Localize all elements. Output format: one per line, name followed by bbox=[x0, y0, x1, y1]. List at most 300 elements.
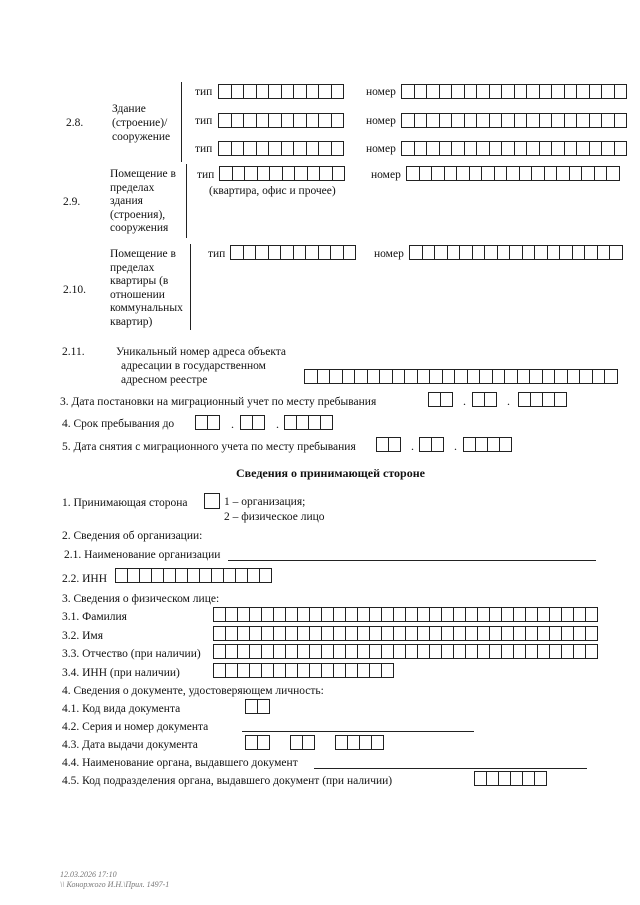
input-cell[interactable] bbox=[420, 437, 432, 452]
input-cell[interactable] bbox=[233, 166, 246, 181]
input-cell[interactable] bbox=[532, 166, 545, 181]
input-cell[interactable] bbox=[535, 771, 547, 786]
input-cell[interactable] bbox=[610, 245, 623, 260]
input-cell[interactable] bbox=[308, 166, 321, 181]
input-cell[interactable] bbox=[232, 141, 245, 156]
input-cell[interactable] bbox=[307, 84, 320, 99]
document-issue-month-cells[interactable] bbox=[290, 735, 315, 750]
input-cell[interactable] bbox=[241, 415, 253, 430]
input-cell[interactable] bbox=[298, 607, 310, 622]
input-cell[interactable] bbox=[295, 166, 308, 181]
input-cell[interactable] bbox=[490, 626, 502, 641]
input-cell[interactable] bbox=[310, 626, 322, 641]
input-cell[interactable] bbox=[418, 626, 430, 641]
input-cell[interactable] bbox=[377, 437, 389, 452]
input-cell[interactable] bbox=[322, 626, 334, 641]
input-cell[interactable] bbox=[262, 663, 274, 678]
input-cell[interactable] bbox=[333, 166, 346, 181]
input-cell[interactable] bbox=[245, 166, 258, 181]
input-cell[interactable] bbox=[320, 166, 333, 181]
input-cell[interactable] bbox=[490, 113, 503, 128]
input-cell[interactable] bbox=[368, 369, 381, 384]
input-cell[interactable] bbox=[394, 626, 406, 641]
input-cell[interactable] bbox=[322, 663, 334, 678]
input-cell[interactable] bbox=[250, 607, 262, 622]
input-cell[interactable] bbox=[348, 735, 360, 750]
input-cell[interactable] bbox=[580, 369, 593, 384]
input-cell[interactable] bbox=[244, 113, 257, 128]
input-cell[interactable] bbox=[452, 84, 465, 99]
input-cell[interactable] bbox=[466, 644, 478, 659]
input-cell[interactable] bbox=[430, 369, 443, 384]
input-cell[interactable] bbox=[258, 166, 271, 181]
input-cell[interactable] bbox=[286, 663, 298, 678]
input-cell[interactable] bbox=[423, 245, 436, 260]
input-cell[interactable] bbox=[406, 607, 418, 622]
input-cell[interactable] bbox=[219, 113, 232, 128]
input-cell[interactable] bbox=[258, 699, 270, 714]
deregistration-day-cells[interactable] bbox=[376, 437, 401, 452]
input-cell[interactable] bbox=[224, 568, 236, 583]
input-cell[interactable] bbox=[455, 369, 468, 384]
input-cell[interactable] bbox=[346, 607, 358, 622]
input-cell[interactable] bbox=[523, 771, 535, 786]
host-type-checkbox[interactable] bbox=[204, 493, 220, 509]
input-cell[interactable] bbox=[322, 607, 334, 622]
input-cell[interactable] bbox=[322, 644, 334, 659]
input-cell[interactable] bbox=[410, 245, 423, 260]
input-cell[interactable] bbox=[370, 663, 382, 678]
input-cell[interactable] bbox=[605, 369, 618, 384]
input-cell[interactable] bbox=[477, 141, 490, 156]
input-cell[interactable] bbox=[344, 245, 357, 260]
input-cell[interactable] bbox=[309, 415, 321, 430]
input-cell[interactable] bbox=[442, 626, 454, 641]
input-cell[interactable] bbox=[538, 644, 550, 659]
input-cell[interactable] bbox=[152, 568, 164, 583]
input-cell[interactable] bbox=[466, 607, 478, 622]
input-cell[interactable] bbox=[298, 626, 310, 641]
input-cell[interactable] bbox=[562, 626, 574, 641]
input-cell[interactable] bbox=[552, 141, 565, 156]
input-cell[interactable] bbox=[406, 626, 418, 641]
input-cell[interactable] bbox=[482, 166, 495, 181]
input-cell[interactable] bbox=[586, 626, 598, 641]
input-cell[interactable] bbox=[487, 771, 499, 786]
input-cell[interactable] bbox=[282, 84, 295, 99]
input-cell[interactable] bbox=[460, 245, 473, 260]
input-cell[interactable] bbox=[319, 84, 332, 99]
input-cell[interactable] bbox=[466, 626, 478, 641]
input-cell[interactable] bbox=[507, 166, 520, 181]
input-cell[interactable] bbox=[282, 141, 295, 156]
input-cell[interactable] bbox=[402, 113, 415, 128]
input-cell[interactable] bbox=[535, 245, 548, 260]
input-cell[interactable] bbox=[298, 644, 310, 659]
registration-month-cells[interactable] bbox=[472, 392, 497, 407]
input-cell[interactable] bbox=[370, 626, 382, 641]
input-cell[interactable] bbox=[244, 141, 257, 156]
input-cell[interactable] bbox=[490, 141, 503, 156]
input-cell[interactable] bbox=[454, 607, 466, 622]
input-cell[interactable] bbox=[476, 437, 488, 452]
input-cell[interactable] bbox=[502, 141, 515, 156]
input-cell[interactable] bbox=[443, 369, 456, 384]
input-cell[interactable] bbox=[389, 437, 401, 452]
input-cell[interactable] bbox=[500, 437, 512, 452]
input-cell[interactable] bbox=[615, 84, 628, 99]
input-cell[interactable] bbox=[382, 626, 394, 641]
input-cell[interactable] bbox=[310, 607, 322, 622]
input-cell[interactable] bbox=[420, 166, 433, 181]
input-cell[interactable] bbox=[294, 141, 307, 156]
input-cell[interactable] bbox=[176, 568, 188, 583]
input-cell[interactable] bbox=[452, 141, 465, 156]
document-issue-day-cells[interactable] bbox=[245, 735, 270, 750]
input-cell[interactable] bbox=[440, 84, 453, 99]
input-cell[interactable] bbox=[269, 245, 282, 260]
input-cell[interactable] bbox=[196, 415, 208, 430]
input-cell[interactable] bbox=[565, 141, 578, 156]
input-cell[interactable] bbox=[568, 369, 581, 384]
input-cell[interactable] bbox=[499, 771, 511, 786]
input-cell[interactable] bbox=[269, 141, 282, 156]
input-cell[interactable] bbox=[432, 437, 444, 452]
input-cell[interactable] bbox=[415, 84, 428, 99]
input-cell[interactable] bbox=[515, 141, 528, 156]
input-cell[interactable] bbox=[530, 369, 543, 384]
input-cell[interactable] bbox=[582, 166, 595, 181]
input-cell[interactable] bbox=[441, 392, 453, 407]
input-cell[interactable] bbox=[226, 607, 238, 622]
input-cell[interactable] bbox=[502, 113, 515, 128]
input-cell[interactable] bbox=[219, 84, 232, 99]
input-cell[interactable] bbox=[212, 568, 224, 583]
input-cell[interactable] bbox=[430, 644, 442, 659]
input-cell[interactable] bbox=[457, 166, 470, 181]
input-cell[interactable] bbox=[607, 166, 620, 181]
input-cell[interactable] bbox=[291, 735, 303, 750]
input-cell[interactable] bbox=[555, 392, 567, 407]
input-cell[interactable] bbox=[514, 644, 526, 659]
input-cell[interactable] bbox=[573, 245, 586, 260]
input-cell[interactable] bbox=[294, 245, 307, 260]
input-cell[interactable] bbox=[358, 607, 370, 622]
input-cell[interactable] bbox=[562, 644, 574, 659]
input-cell[interactable] bbox=[219, 141, 232, 156]
input-cell[interactable] bbox=[593, 369, 606, 384]
input-cell[interactable] bbox=[274, 663, 286, 678]
registration-day-cells[interactable] bbox=[428, 392, 453, 407]
input-cell[interactable] bbox=[346, 663, 358, 678]
input-cell[interactable] bbox=[274, 607, 286, 622]
input-cell[interactable] bbox=[305, 369, 318, 384]
input-cell[interactable] bbox=[440, 113, 453, 128]
input-cell[interactable] bbox=[294, 113, 307, 128]
input-cell[interactable] bbox=[432, 166, 445, 181]
input-cell[interactable] bbox=[555, 369, 568, 384]
input-cell[interactable] bbox=[510, 245, 523, 260]
input-cell[interactable] bbox=[256, 245, 269, 260]
apartment-number-cells[interactable] bbox=[409, 245, 623, 260]
input-cell[interactable] bbox=[543, 369, 556, 384]
input-cell[interactable] bbox=[590, 141, 603, 156]
input-cell[interactable] bbox=[164, 568, 176, 583]
input-cell[interactable] bbox=[128, 568, 140, 583]
input-cell[interactable] bbox=[257, 141, 270, 156]
input-cell[interactable] bbox=[490, 644, 502, 659]
input-cell[interactable] bbox=[214, 663, 226, 678]
input-cell[interactable] bbox=[336, 735, 348, 750]
input-cell[interactable] bbox=[477, 84, 490, 99]
person-inn-cells[interactable] bbox=[213, 663, 394, 678]
input-cell[interactable] bbox=[283, 166, 296, 181]
document-series-number-field[interactable] bbox=[242, 731, 474, 732]
input-cell[interactable] bbox=[490, 607, 502, 622]
deregistration-month-cells[interactable] bbox=[419, 437, 444, 452]
input-cell[interactable] bbox=[188, 568, 200, 583]
surname-cells[interactable] bbox=[213, 607, 598, 622]
building-type-1-cells[interactable] bbox=[218, 84, 344, 99]
input-cell[interactable] bbox=[231, 245, 244, 260]
input-cell[interactable] bbox=[360, 735, 372, 750]
input-cell[interactable] bbox=[430, 607, 442, 622]
input-cell[interactable] bbox=[488, 437, 500, 452]
input-cell[interactable] bbox=[274, 626, 286, 641]
input-cell[interactable] bbox=[208, 415, 220, 430]
input-cell[interactable] bbox=[253, 415, 265, 430]
input-cell[interactable] bbox=[372, 735, 384, 750]
input-cell[interactable] bbox=[498, 245, 511, 260]
input-cell[interactable] bbox=[531, 392, 543, 407]
input-cell[interactable] bbox=[382, 607, 394, 622]
input-cell[interactable] bbox=[358, 663, 370, 678]
input-cell[interactable] bbox=[200, 568, 212, 583]
input-cell[interactable] bbox=[286, 607, 298, 622]
input-cell[interactable] bbox=[514, 626, 526, 641]
registration-year-cells[interactable] bbox=[518, 392, 567, 407]
input-cell[interactable] bbox=[520, 166, 533, 181]
input-cell[interactable] bbox=[406, 644, 418, 659]
input-cell[interactable] bbox=[430, 626, 442, 641]
input-cell[interactable] bbox=[285, 415, 297, 430]
input-cell[interactable] bbox=[258, 735, 270, 750]
input-cell[interactable] bbox=[577, 113, 590, 128]
input-cell[interactable] bbox=[332, 84, 345, 99]
first-name-cells[interactable] bbox=[213, 626, 598, 641]
input-cell[interactable] bbox=[602, 84, 615, 99]
input-cell[interactable] bbox=[330, 369, 343, 384]
input-cell[interactable] bbox=[380, 369, 393, 384]
input-cell[interactable] bbox=[470, 166, 483, 181]
input-cell[interactable] bbox=[570, 166, 583, 181]
input-cell[interactable] bbox=[310, 663, 322, 678]
input-cell[interactable] bbox=[321, 415, 333, 430]
input-cell[interactable] bbox=[538, 626, 550, 641]
input-cell[interactable] bbox=[473, 392, 485, 407]
input-cell[interactable] bbox=[262, 607, 274, 622]
input-cell[interactable] bbox=[332, 141, 345, 156]
input-cell[interactable] bbox=[478, 626, 490, 641]
input-cell[interactable] bbox=[415, 141, 428, 156]
input-cell[interactable] bbox=[595, 166, 608, 181]
input-cell[interactable] bbox=[346, 644, 358, 659]
premises-number-cells[interactable] bbox=[406, 166, 620, 181]
building-number-1-cells[interactable] bbox=[401, 84, 627, 99]
input-cell[interactable] bbox=[429, 392, 441, 407]
input-cell[interactable] bbox=[585, 245, 598, 260]
input-cell[interactable] bbox=[358, 644, 370, 659]
stay-until-month-cells[interactable] bbox=[240, 415, 265, 430]
input-cell[interactable] bbox=[236, 568, 248, 583]
input-cell[interactable] bbox=[540, 113, 553, 128]
input-cell[interactable] bbox=[445, 166, 458, 181]
input-cell[interactable] bbox=[257, 84, 270, 99]
input-cell[interactable] bbox=[334, 663, 346, 678]
input-cell[interactable] bbox=[557, 166, 570, 181]
input-cell[interactable] bbox=[402, 84, 415, 99]
input-cell[interactable] bbox=[343, 369, 356, 384]
input-cell[interactable] bbox=[415, 113, 428, 128]
input-cell[interactable] bbox=[270, 166, 283, 181]
input-cell[interactable] bbox=[382, 663, 394, 678]
input-cell[interactable] bbox=[502, 626, 514, 641]
input-cell[interactable] bbox=[427, 84, 440, 99]
input-cell[interactable] bbox=[478, 607, 490, 622]
input-cell[interactable] bbox=[262, 626, 274, 641]
input-cell[interactable] bbox=[485, 245, 498, 260]
input-cell[interactable] bbox=[577, 141, 590, 156]
input-cell[interactable] bbox=[511, 771, 523, 786]
stay-until-day-cells[interactable] bbox=[195, 415, 220, 430]
building-type-3-cells[interactable] bbox=[218, 141, 344, 156]
input-cell[interactable] bbox=[286, 626, 298, 641]
input-cell[interactable] bbox=[518, 369, 531, 384]
input-cell[interactable] bbox=[478, 644, 490, 659]
organization-inn-cells[interactable] bbox=[115, 568, 272, 583]
input-cell[interactable] bbox=[407, 166, 420, 181]
input-cell[interactable] bbox=[502, 644, 514, 659]
input-cell[interactable] bbox=[562, 607, 574, 622]
input-cell[interactable] bbox=[514, 607, 526, 622]
input-cell[interactable] bbox=[226, 626, 238, 641]
input-cell[interactable] bbox=[440, 141, 453, 156]
input-cell[interactable] bbox=[355, 369, 368, 384]
input-cell[interactable] bbox=[550, 607, 562, 622]
input-cell[interactable] bbox=[602, 113, 615, 128]
input-cell[interactable] bbox=[250, 644, 262, 659]
input-cell[interactable] bbox=[246, 699, 258, 714]
patronymic-cells[interactable] bbox=[213, 644, 598, 659]
input-cell[interactable] bbox=[538, 607, 550, 622]
input-cell[interactable] bbox=[214, 607, 226, 622]
input-cell[interactable] bbox=[515, 84, 528, 99]
input-cell[interactable] bbox=[334, 626, 346, 641]
stay-until-year-cells[interactable] bbox=[284, 415, 333, 430]
apartment-type-cells[interactable] bbox=[230, 245, 356, 260]
building-type-2-cells[interactable] bbox=[218, 113, 344, 128]
input-cell[interactable] bbox=[586, 644, 598, 659]
input-cell[interactable] bbox=[297, 415, 309, 430]
input-cell[interactable] bbox=[540, 84, 553, 99]
input-cell[interactable] bbox=[370, 607, 382, 622]
input-cell[interactable] bbox=[331, 245, 344, 260]
input-cell[interactable] bbox=[382, 644, 394, 659]
input-cell[interactable] bbox=[319, 245, 332, 260]
input-cell[interactable] bbox=[238, 644, 250, 659]
input-cell[interactable] bbox=[238, 626, 250, 641]
input-cell[interactable] bbox=[550, 644, 562, 659]
building-number-3-cells[interactable] bbox=[401, 141, 627, 156]
input-cell[interactable] bbox=[269, 113, 282, 128]
input-cell[interactable] bbox=[490, 84, 503, 99]
input-cell[interactable] bbox=[298, 663, 310, 678]
input-cell[interactable] bbox=[502, 607, 514, 622]
input-cell[interactable] bbox=[565, 84, 578, 99]
input-cell[interactable] bbox=[526, 644, 538, 659]
input-cell[interactable] bbox=[232, 84, 245, 99]
input-cell[interactable] bbox=[545, 166, 558, 181]
input-cell[interactable] bbox=[319, 113, 332, 128]
input-cell[interactable] bbox=[248, 568, 260, 583]
input-cell[interactable] bbox=[464, 437, 476, 452]
input-cell[interactable] bbox=[358, 626, 370, 641]
input-cell[interactable] bbox=[526, 626, 538, 641]
input-cell[interactable] bbox=[543, 392, 555, 407]
input-cell[interactable] bbox=[262, 644, 274, 659]
input-cell[interactable] bbox=[552, 113, 565, 128]
input-cell[interactable] bbox=[577, 84, 590, 99]
input-cell[interactable] bbox=[515, 113, 528, 128]
input-cell[interactable] bbox=[393, 369, 406, 384]
input-cell[interactable] bbox=[523, 245, 536, 260]
input-cell[interactable] bbox=[281, 245, 294, 260]
input-cell[interactable] bbox=[405, 369, 418, 384]
input-cell[interactable] bbox=[346, 626, 358, 641]
input-cell[interactable] bbox=[246, 735, 258, 750]
input-cell[interactable] bbox=[250, 663, 262, 678]
input-cell[interactable] bbox=[602, 141, 615, 156]
input-cell[interactable] bbox=[590, 84, 603, 99]
building-number-2-cells[interactable] bbox=[401, 113, 627, 128]
input-cell[interactable] bbox=[232, 113, 245, 128]
input-cell[interactable] bbox=[394, 644, 406, 659]
input-cell[interactable] bbox=[238, 663, 250, 678]
input-cell[interactable] bbox=[552, 84, 565, 99]
premises-type-cells[interactable] bbox=[219, 166, 345, 181]
input-cell[interactable] bbox=[590, 113, 603, 128]
input-cell[interactable] bbox=[244, 84, 257, 99]
input-cell[interactable] bbox=[477, 113, 490, 128]
input-cell[interactable] bbox=[550, 626, 562, 641]
input-cell[interactable] bbox=[475, 771, 487, 786]
organization-name-field[interactable] bbox=[228, 560, 596, 561]
input-cell[interactable] bbox=[307, 113, 320, 128]
input-cell[interactable] bbox=[250, 626, 262, 641]
input-cell[interactable] bbox=[527, 113, 540, 128]
input-cell[interactable] bbox=[452, 113, 465, 128]
input-cell[interactable] bbox=[116, 568, 128, 583]
input-cell[interactable] bbox=[402, 141, 415, 156]
input-cell[interactable] bbox=[480, 369, 493, 384]
input-cell[interactable] bbox=[307, 141, 320, 156]
document-issue-year-cells[interactable] bbox=[335, 735, 384, 750]
input-cell[interactable] bbox=[220, 166, 233, 181]
input-cell[interactable] bbox=[574, 644, 586, 659]
input-cell[interactable] bbox=[598, 245, 611, 260]
input-cell[interactable] bbox=[465, 141, 478, 156]
document-type-code-cells[interactable] bbox=[245, 699, 270, 714]
